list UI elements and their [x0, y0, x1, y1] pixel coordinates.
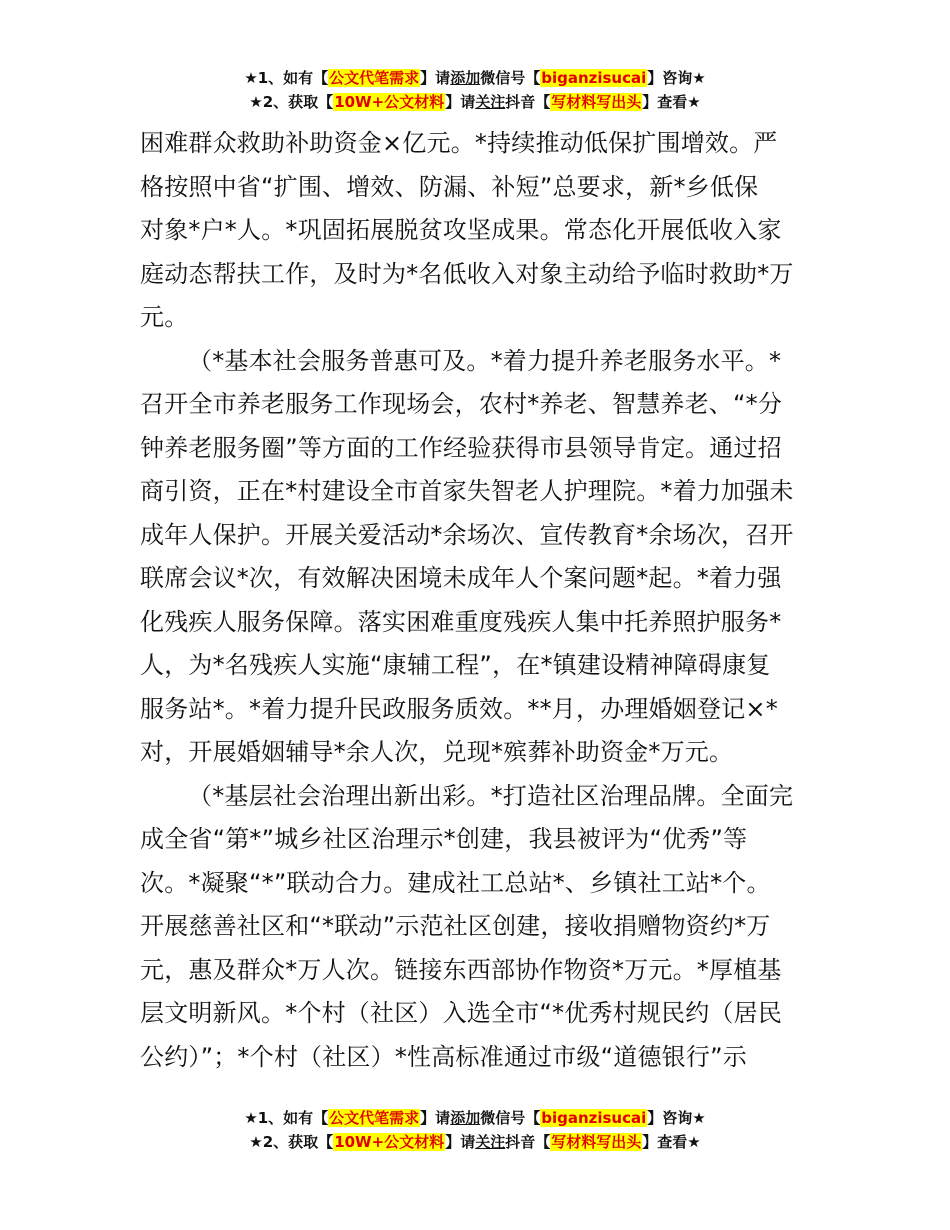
banner-text: 】请 [445, 1133, 476, 1151]
banner-text: 微信号【 [480, 69, 541, 87]
banner-highlight: 写材料写出头 [551, 1133, 642, 1151]
banner-text: ★2、获取【 [249, 93, 334, 111]
banner-underline: 添加 [450, 1109, 481, 1127]
document-body [140, 122, 812, 1079]
text-line: 服务站*。*着力提升民政服务质效。**月，办理婚姻登记×* [140, 694, 778, 723]
banner-text: 】咨询★ [647, 69, 706, 87]
banner-underline: 关注 [475, 93, 506, 111]
text-line: 开展慈善社区和“*联动”示范社区创建，接收捐赠物资约*万 [140, 912, 771, 940]
text-line: （*基层社会治理出新出彩。*打造社区治理品牌。全面完 [188, 781, 794, 810]
footer-banner [0, 1106, 950, 1154]
text-line: 元。 [140, 303, 189, 331]
banner-text: 微信号【 [480, 1109, 541, 1127]
text-line: 元，惠及群众*万人次。链接东西部协作物资*万元。*厚植基 [140, 955, 782, 984]
text-line: 联席会议*次，有效解决困境未成年人个案问题*起。*着力强 [140, 564, 782, 592]
text-line: 化残疾人服务保障。落实困难重度残疾人集中托养照护服务* [140, 607, 782, 636]
banner-text: ★2、获取【 [249, 1133, 334, 1151]
banner-underline: 添加 [450, 69, 481, 87]
header-banner [0, 66, 950, 114]
banner-highlight: 写材料写出头 [551, 93, 642, 111]
banner-text: 抖音【 [505, 1133, 551, 1151]
banner-highlight: biganzisucai [541, 69, 647, 87]
paragraph-2 [140, 340, 812, 775]
banner-text: 】请 [420, 1109, 451, 1127]
banner-text: ★1、如有【 [244, 1109, 329, 1127]
banner-text: 】查看★ [642, 1133, 701, 1151]
banner-highlight: 10W+公文材料 [334, 93, 445, 111]
text-line: 成年人保护。开展关爱活动*余场次、宣传教育*余场次，召开 [140, 520, 794, 549]
banner-text: 】查看★ [642, 93, 701, 111]
text-line: 庭动态帮扶工作，及时为*名低收入对象主动给予临时救助*万 [140, 259, 794, 288]
text-line: 对，开展婚姻辅导*余人次，兑现*殡葬补助资金*万元。 [140, 738, 734, 766]
banner-line-1 [0, 66, 950, 90]
banner-highlight: 公文代笔需求 [329, 1109, 420, 1127]
text-line: 次。*凝聚“*”联动合力。建成社工总站*、乡镇社工站*个。 [140, 868, 771, 897]
text-line: 层文明新风。*个村（社区）入选全市“*优秀村规民约（居民 [140, 999, 783, 1027]
text-line: 钟养老服务圈”等方面的工作经验获得市县领导肯定。通过招 [140, 433, 782, 462]
banner-line-2 [0, 1130, 950, 1154]
text-line: 困难群众救助补助资金×亿元。*持续推动低保扩围增效。严 [140, 129, 778, 157]
banner-highlight: 10W+公文材料 [334, 1133, 445, 1151]
banner-underline: 关注 [475, 1133, 506, 1151]
text-line: 对象*户*人。*巩固拓展脱贫攻坚成果。常态化开展低收入家 [140, 216, 782, 244]
banner-text: 】请 [445, 93, 476, 111]
text-line: 成全省“第*”城乡社区治理示*创建，我县被评为“优秀”等 [140, 825, 748, 853]
text-line: 格按照中省“扩围、增效、防漏、补短”总要求，新*乡低保 [140, 172, 759, 201]
text-line: （*基本社会服务普惠可及。*着力提升养老服务水平。* [188, 346, 782, 375]
paragraph-1 [140, 122, 812, 340]
text-line: 商引资，正在*村建设全市首家失智老人护理院。*着力加强未 [140, 477, 794, 505]
banner-line-1 [0, 1106, 950, 1130]
paragraph-3 [140, 775, 812, 1080]
banner-text: 】请 [420, 69, 451, 87]
banner-text: 】咨询★ [647, 1109, 706, 1127]
banner-highlight: 公文代笔需求 [329, 69, 420, 87]
text-line: 人，为*名残疾人实施“康辅工程”，在*镇建设精神障碍康复 [140, 651, 771, 679]
banner-line-2 [0, 90, 950, 114]
banner-text: ★1、如有【 [244, 69, 329, 87]
banner-text: 抖音【 [505, 93, 551, 111]
banner-highlight: biganzisucai [541, 1109, 647, 1127]
text-line: 公约）”；*个村（社区）*性高标准通过市级“道德银行”示 [140, 1042, 747, 1071]
text-line: 召开全市养老服务工作现场会，农村*养老、智慧养老、“*分 [140, 390, 783, 418]
